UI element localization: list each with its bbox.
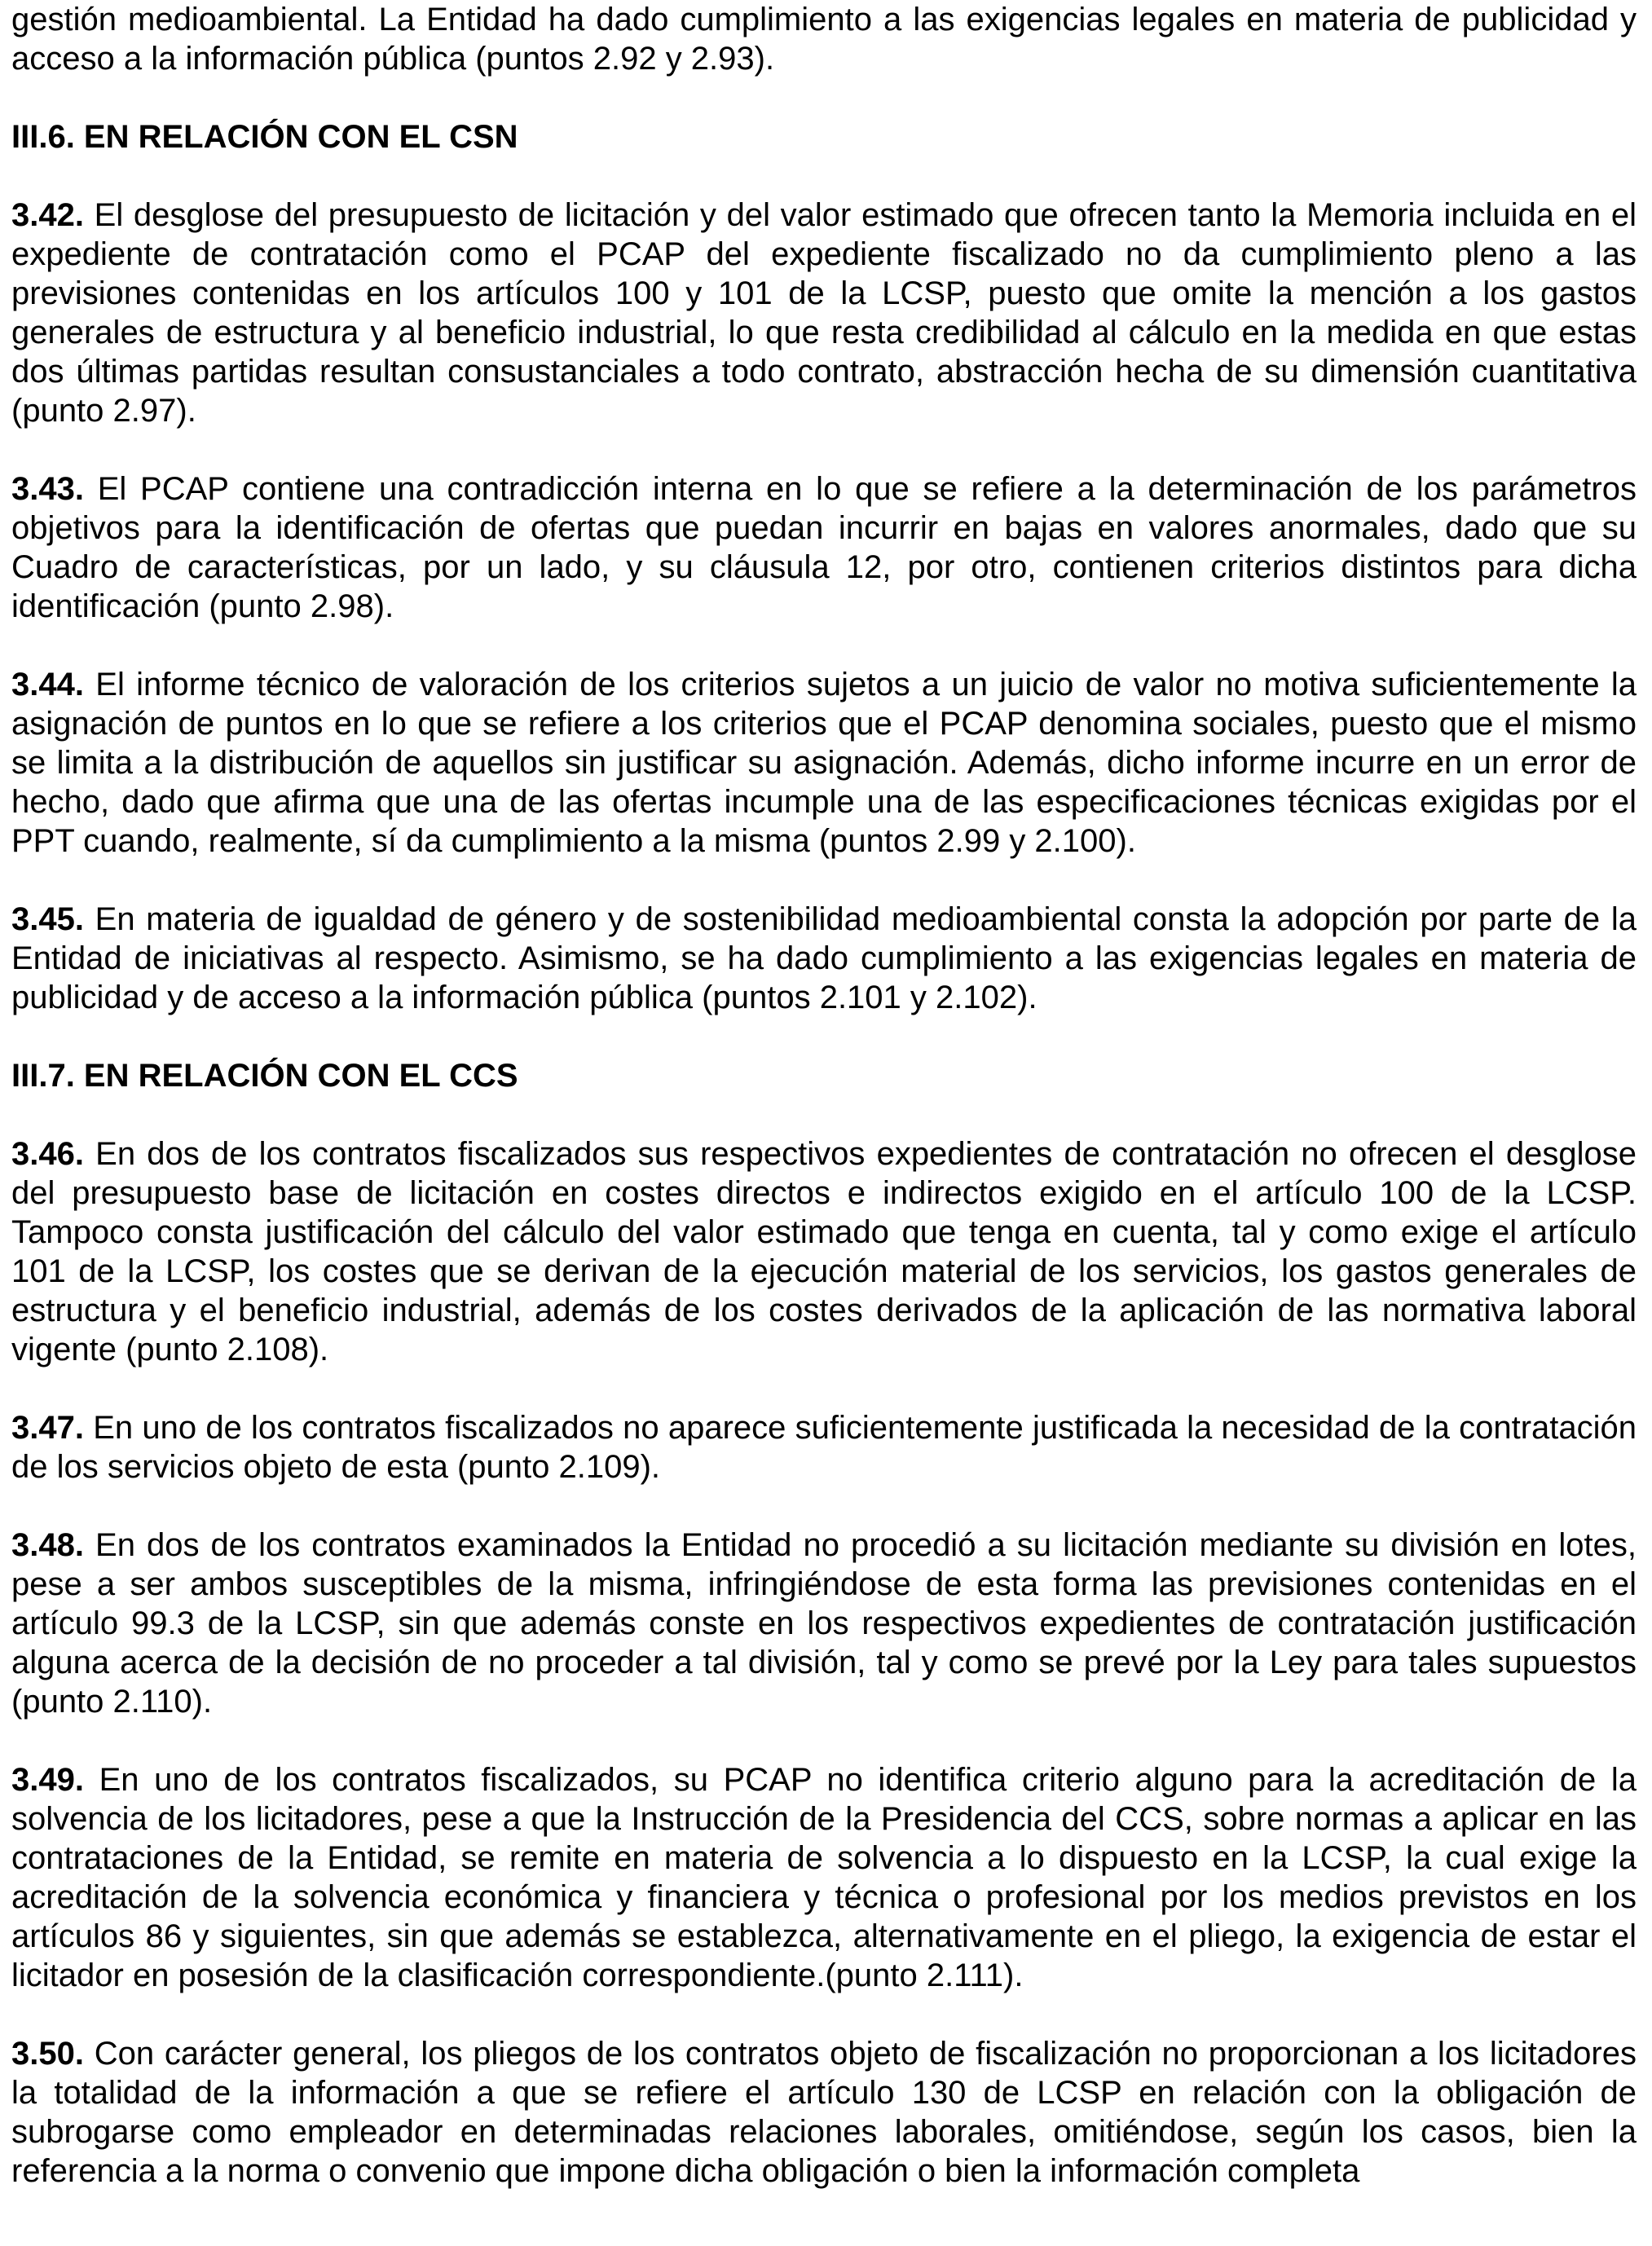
paragraph-3-44 bbox=[11, 665, 1637, 861]
paragraph-number: 3.46. bbox=[11, 1136, 84, 1172]
section-heading-ccs: III.7. EN RELACIÓN CON EL CCS bbox=[11, 1058, 518, 1094]
paragraph-3-49 bbox=[11, 1760, 1637, 1995]
intro-paragraph bbox=[11, 0, 1637, 78]
paragraph-3-43 bbox=[11, 469, 1637, 626]
paragraph-number: 3.42. bbox=[11, 197, 84, 233]
paragraph-3-45 bbox=[11, 900, 1637, 1017]
paragraph-text: En dos de los contratos examinados la Entidad no procedió a su licitación mediante su división en lotes, pese a ser ambos susceptibles de la misma, infringiéndose de esta forma las previsiones contenidas en el artículo 99.3 de la LCSP, sin que además conste en los respectivos expedientes de contratación justificación alguna acerca de la decisión de no proceder a tal división, tal y como se prevé por la Ley para tales supuestos (punto 2.110). bbox=[11, 1527, 1637, 1720]
paragraph-text: En dos de los contratos fiscalizados sus respectivos expedientes de contratación no ofrecen el desglose del presupuesto base de licitación en costes directos e indirectos exigido en el artículo 100 de la LCSP. Tampoco consta justificación del cálculo del valor estimado que tenga en cuenta, tal y como exige el artículo 101 de la LCSP, los costes que se derivan de la ejecución material de los servicios, los gastos generales de estructura y el beneficio industrial, además de los costes derivados de la aplicación de las normativa laboral vigente (punto 2.108). bbox=[11, 1136, 1637, 1367]
paragraph-number: 3.45. bbox=[11, 901, 84, 937]
paragraph-3-48 bbox=[11, 1526, 1637, 1721]
paragraph-text: El informe técnico de valoración de los criterios sujetos a un juicio de valor no motiva suficientemente la asignación de puntos en lo que se refiere a los criterios que el PCAP denomina sociales, puesto que el mismo se limita a la distribución de aquellos sin justificar su asignación. Además, dicho informe incurre en un error de hecho, dado que afirma que una de las ofertas incumple una de las especificaciones técnicas exigidas por el PPT cuando, realmente, sí da cumplimiento a la misma (puntos 2.99 y 2.100). bbox=[11, 667, 1637, 859]
paragraph-3-46 bbox=[11, 1134, 1637, 1369]
paragraph-3-42 bbox=[11, 196, 1637, 430]
paragraph-number: 3.50. bbox=[11, 2036, 84, 2072]
paragraph-number: 3.43. bbox=[11, 471, 84, 507]
paragraph-text: El desglose del presupuesto de licitación y del valor estimado que ofrecen tanto la Memoria incluida en el expediente de contratación como el PCAP del expediente fiscalizado no da cumplimiento pleno a las previsiones contenidas en los artículos 100 y 101 de la LCSP, puesto que omite la mención a los gastos generales de estructura y al beneficio industrial, lo que resta credibilidad al cálculo en la medida en que estas dos últimas partidas resultan consustanciales a todo contrato, abstracción hecha de su dimensión cuantitativa (punto 2.97). bbox=[11, 197, 1637, 429]
paragraph-3-50 bbox=[11, 2034, 1637, 2191]
paragraph-number: 3.48. bbox=[11, 1527, 84, 1563]
paragraph-text: En materia de igualdad de género y de sostenibilidad medioambiental consta la adopción por parte de la Entidad de iniciativas al respecto. Asimismo, se ha dado cumplimiento a las exigencias legales en materia de publicidad y de acceso a la información pública (puntos 2.101 y 2.102). bbox=[11, 901, 1637, 1015]
paragraph-number: 3.44. bbox=[11, 667, 84, 702]
document-page bbox=[11, 0, 1637, 2230]
paragraph-text: En uno de los contratos fiscalizados, su PCAP no identifica criterio alguno para la acreditación de la solvencia de los licitadores, pese a que la Instrucción de la Presidencia del CCS, sobre normas a aplicar en las contrataciones de la Entidad, se remite en materia de solvencia a lo dispuesto en la LCSP, la cual exige la acreditación de la solvencia económica y financiera y técnica o profesional por los medios previstos en los artículos 86 y siguientes, sin que además se establezca, alternativamente en el pliego, la exigencia de estar el licitador en posesión de la clasificación correspondiente.(punto 2.111). bbox=[11, 1762, 1637, 1993]
paragraph-number: 3.47. bbox=[11, 1410, 84, 1446]
paragraph-number: 3.49. bbox=[11, 1762, 84, 1798]
paragraph-text: En uno de los contratos fiscalizados no aparece suficientemente justificada la necesidad de la contratación de los servicios objeto de esta (punto 2.109). bbox=[11, 1410, 1637, 1485]
section-heading-csn: III.6. EN RELACIÓN CON EL CSN bbox=[11, 119, 518, 155]
paragraph-3-47 bbox=[11, 1408, 1637, 1486]
paragraph-text: El PCAP contiene una contradicción interna en lo que se refiere a la determinación de los parámetros objetivos para la identificación de ofertas que puedan incurrir en bajas en valores anormales, dado que su Cuadro de características, por un lado, y su cláusula 12, por otro, contienen criterios distintos para dicha identificación (punto 2.98). bbox=[11, 471, 1637, 624]
intro-text: gestión medioambiental. La Entidad ha dado cumplimiento a las exigencias legales en materia de publicidad y acceso a la información pública (puntos 2.92 y 2.93). bbox=[11, 2, 1637, 77]
paragraph-text: Con carácter general, los pliegos de los contratos objeto de fiscalización no proporcionan a los licitadores la totalidad de la información a que se refiere el artículo 130 de LCSP en relación con la obligación de subrogarse como empleador en determinadas relaciones laborales, omitiéndose, según los casos, bien la referencia a la norma o convenio que impone dicha obligación o bien la información completa bbox=[11, 2036, 1637, 2189]
